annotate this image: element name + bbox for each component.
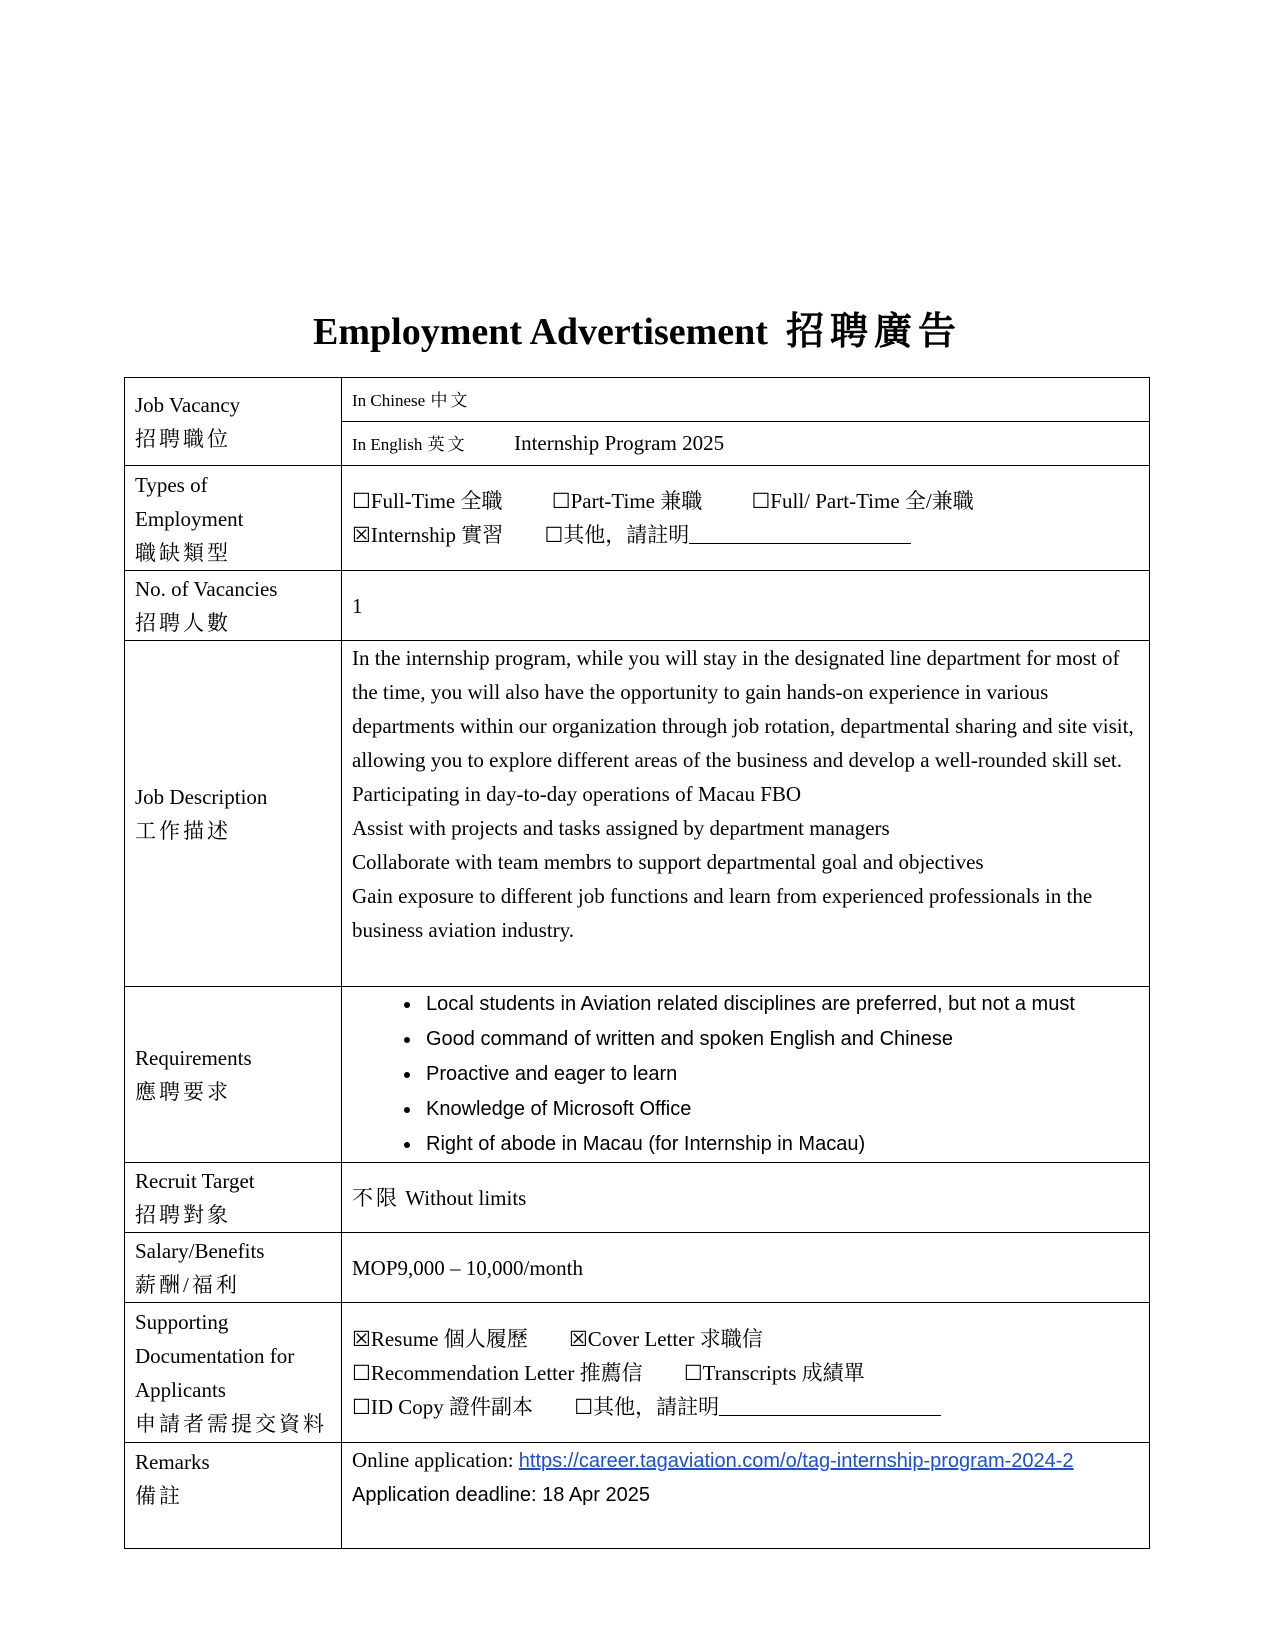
employment-types-row (125, 466, 1150, 571)
job-description-line: Collaborate with team membrs to support departmental goal and objectives (352, 850, 984, 874)
other-document-checkbox[interactable]: ☐其他，請註明 (574, 1394, 720, 1419)
vacancies-label-en: No. of Vacancies (135, 576, 278, 601)
recruit-target-value (342, 1163, 1150, 1233)
job-description-paragraph: In the internship program, while you will stay in the designated line department for most of the time, you will also have the opportunity to gain hands-on experience in various departments within our organization through job rotation, departmental sharing and site visit, allowing you to explore different areas of the business and develop a well-rounded skill set. (352, 646, 1134, 772)
job-vacancy-english-cell (342, 422, 1150, 466)
documents-label (125, 1303, 342, 1443)
requirement-item: • Proactive and eager to learn (422, 1057, 1139, 1092)
id-copy-checkbox[interactable]: ☐ID Copy 證件副本 (352, 1394, 533, 1419)
documents-label-en2: Documentation for (135, 1343, 295, 1368)
salary-label-en: Salary/Benefits (135, 1238, 265, 1263)
transcripts-checkbox[interactable]: ☐Transcripts 成績單 (683, 1360, 865, 1385)
recruit-target-label-en: Recruit Target (135, 1168, 255, 1193)
other-employment-blank (689, 521, 911, 544)
documents-label-en1: Supporting (135, 1309, 229, 1334)
job-description-row (125, 641, 1150, 987)
employment-types-label-en2: Employment (135, 507, 244, 531)
vacancies-value: 1 (342, 571, 1150, 641)
employment-types-label-zh: 職缺類型 (135, 541, 231, 565)
requirements-list (352, 987, 1139, 1162)
job-vacancy-label-zh: 招聘職位 (135, 427, 231, 451)
salary-value: MOP9,000 – 10,000/month (342, 1233, 1150, 1303)
salary-label (125, 1233, 342, 1303)
documents-row (125, 1303, 1150, 1443)
salary-label-zh: 薪酬/福利 (135, 1272, 240, 1297)
requirements-row (125, 987, 1150, 1163)
remarks-content (342, 1443, 1150, 1549)
requirement-item: • Right of abode in Macau (for Internship in Macau) (422, 1127, 1139, 1162)
application-link[interactable]: https://career.tagaviation.com/o/tag-internship-program-2024-2 (518, 1450, 1074, 1472)
job-description-label (125, 641, 342, 987)
requirements-label (125, 987, 342, 1163)
full-part-time-checkbox[interactable]: ☐Full/ Part-Time 全/兼職 (751, 489, 974, 513)
job-description-line: Participating in day-to-day operations of Macau FBO (352, 782, 802, 806)
vacancies-label-zh: 招聘人數 (135, 610, 231, 635)
remarks-row (125, 1443, 1150, 1549)
cover-letter-checkbox[interactable]: ☒Cover Letter 求職信 (568, 1326, 763, 1351)
job-vacancy-label (125, 378, 342, 466)
job-description-label-zh: 工作描述 (135, 818, 231, 843)
internship-checkbox[interactable]: ☒Internship 實習 (352, 523, 504, 547)
online-application-label: Online application: (352, 1448, 519, 1472)
employment-ad-table (124, 377, 1150, 1549)
remarks-label (125, 1443, 342, 1549)
recruit-target-value-en: Without limits (405, 1185, 527, 1210)
in-chinese-label: In Chinese (352, 390, 426, 410)
requirement-item: • Local students in Aviation related disciplines are preferred, but not a must (422, 987, 1139, 1022)
salary-row (125, 1233, 1150, 1303)
job-vacancy-label-en: Job Vacancy (135, 393, 241, 417)
recruit-target-label-zh: 招聘對象 (135, 1202, 231, 1227)
job-description-content (342, 641, 1150, 987)
recruit-target-value-zh: 不限 (352, 1185, 400, 1210)
requirements-label-zh: 應聘要求 (135, 1079, 231, 1104)
documents-label-en3: Applicants (135, 1377, 226, 1402)
recruit-target-label (125, 1163, 342, 1233)
full-time-checkbox[interactable]: ☐Full-Time 全職 (352, 489, 503, 513)
remarks-label-zh: 備註 (135, 1484, 183, 1508)
in-english-label-zh: 英文 (427, 434, 468, 454)
title-zh: 招聘廣告 (785, 311, 962, 353)
documents-label-zh: 申請者需提交資料 (135, 1411, 327, 1436)
other-employment-checkbox[interactable]: ☐其他，請註明 (544, 523, 690, 547)
requirements-content (342, 987, 1150, 1163)
remarks-label-en: Remarks (135, 1450, 210, 1474)
job-description-line: Assist with projects and tasks assigned by department managers (352, 816, 890, 840)
resume-checkbox[interactable]: ☒Resume 個人履歷 (352, 1326, 528, 1351)
employment-types-label (125, 466, 342, 571)
job-description-line: Gain exposure to different job functions and learn from experienced professionals in the business aviation industry. (352, 884, 1093, 942)
job-description-label-en: Job Description (135, 784, 268, 809)
requirement-item: • Good command of written and spoken English and Chinese (422, 1022, 1139, 1057)
employment-types-label-en1: Types of (135, 473, 208, 497)
recommendation-letter-checkbox[interactable]: ☐Recommendation Letter 推薦信 (352, 1360, 643, 1385)
in-english-label: In English (352, 434, 423, 454)
employment-types-options (342, 466, 1150, 571)
vacancies-row (125, 571, 1150, 641)
documents-options (342, 1303, 1150, 1443)
page-title (0, 300, 1275, 355)
recruit-target-row (125, 1163, 1150, 1233)
requirement-item: • Knowledge of Microsoft Office (422, 1092, 1139, 1127)
in-chinese-label-zh: 中文 (430, 390, 471, 410)
vacancies-label (125, 571, 342, 641)
job-title-english-value: Internship Program 2025 (514, 430, 725, 455)
part-time-checkbox[interactable]: ☐Part-Time 兼職 (551, 489, 703, 513)
job-vacancy-row-chinese (125, 378, 1150, 422)
job-vacancy-chinese-cell (342, 378, 1150, 422)
application-deadline: Application deadline: 18 Apr 2025 (352, 1484, 651, 1506)
other-document-blank (719, 1393, 941, 1416)
requirements-label-en: Requirements (135, 1045, 252, 1070)
title-en: Employment Advertisement (313, 311, 768, 353)
